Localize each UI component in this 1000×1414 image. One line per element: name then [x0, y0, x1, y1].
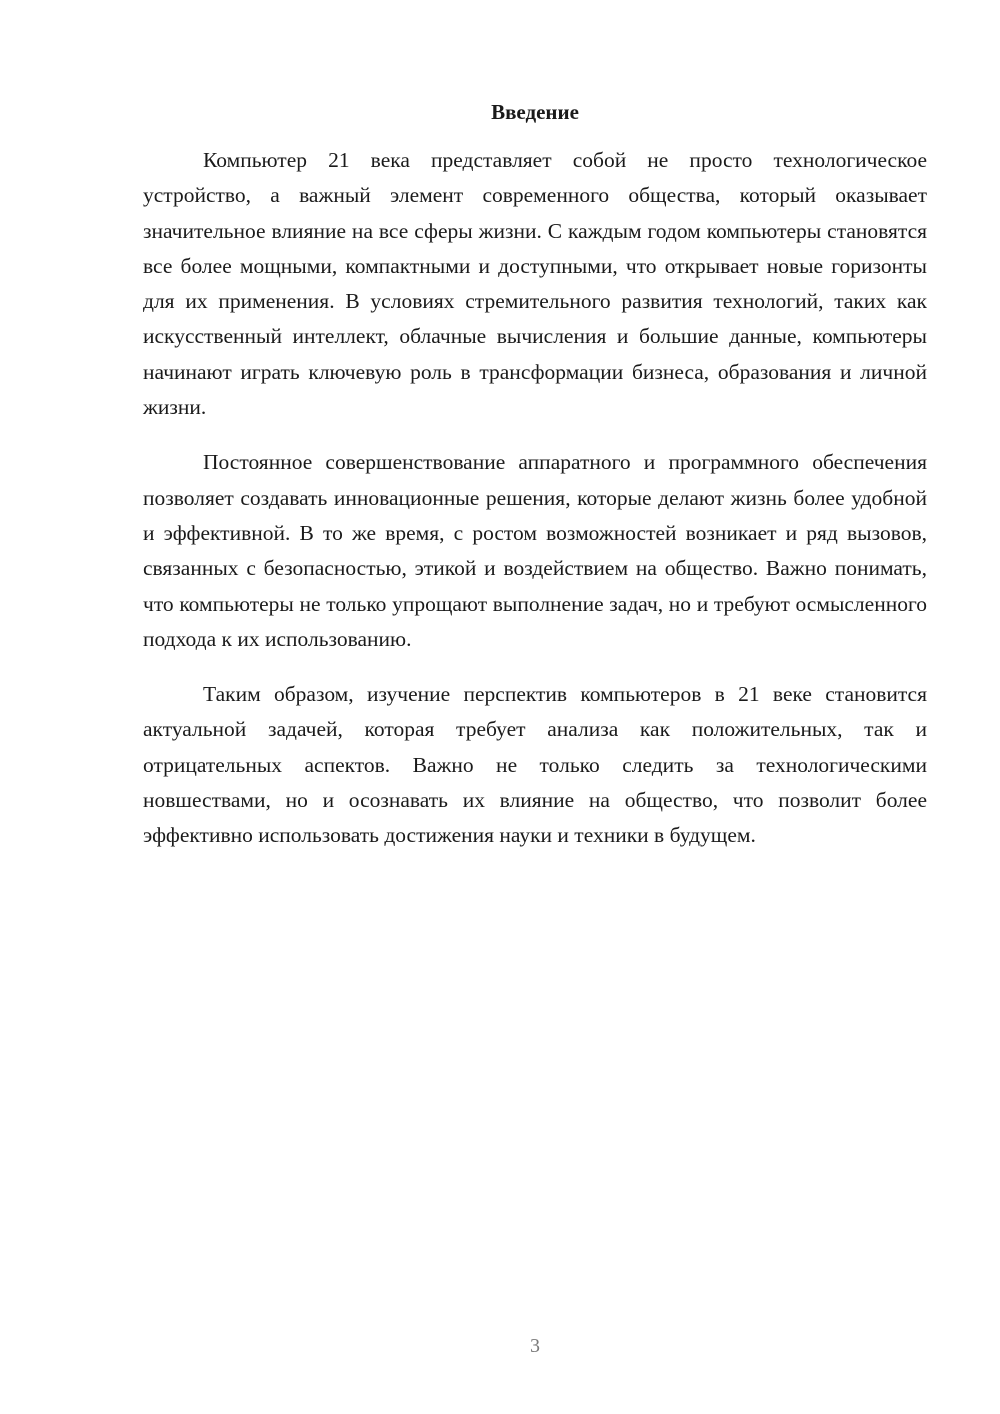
page-number: 3	[530, 1335, 540, 1357]
paragraph-2: Постоянное совершенствование аппаратного и программного обеспечения позволяет создавать инновационные решения, которые делают жизнь более удобной и эффективной. В то же время, с ростом возможностей возникает и ряд вызовов, связанных с безопасностью, этикой и воздействием на общество. Важно понимать, что компьютеры не только упрощают выполнение задач, но и требуют осмысленного подхода к их использованию.	[143, 450, 927, 651]
paragraph-3: Таким образом, изучение перспектив компьютеров в 21 веке становится актуальной задачей, которая требует анализа как положительных, так и отрицательных аспектов. Важно не только следить за технологическими новшествами, но и осознавать их влияние на общество, что позволит более эффективно использовать достижения науки и техники в будущем.	[143, 682, 927, 848]
paragraph-1: Компьютер 21 века представляет собой не просто технологическое устройство, а важный элемент современного общества, который оказывает значительное влияние на все сферы жизни. С каждым годом компьютеры становятся все более мощными, компактными и доступными, что открывает новые горизонты для их применения. В условиях стремительного развития технологий, таких как искусственный интеллект, облачные вычисления и большие данные, компьютеры начинают играть ключевую роль в трансформации бизнеса, образования и личной жизни.	[143, 148, 927, 420]
section-heading: Введение	[491, 100, 579, 124]
body-text	[143, 143, 927, 874]
